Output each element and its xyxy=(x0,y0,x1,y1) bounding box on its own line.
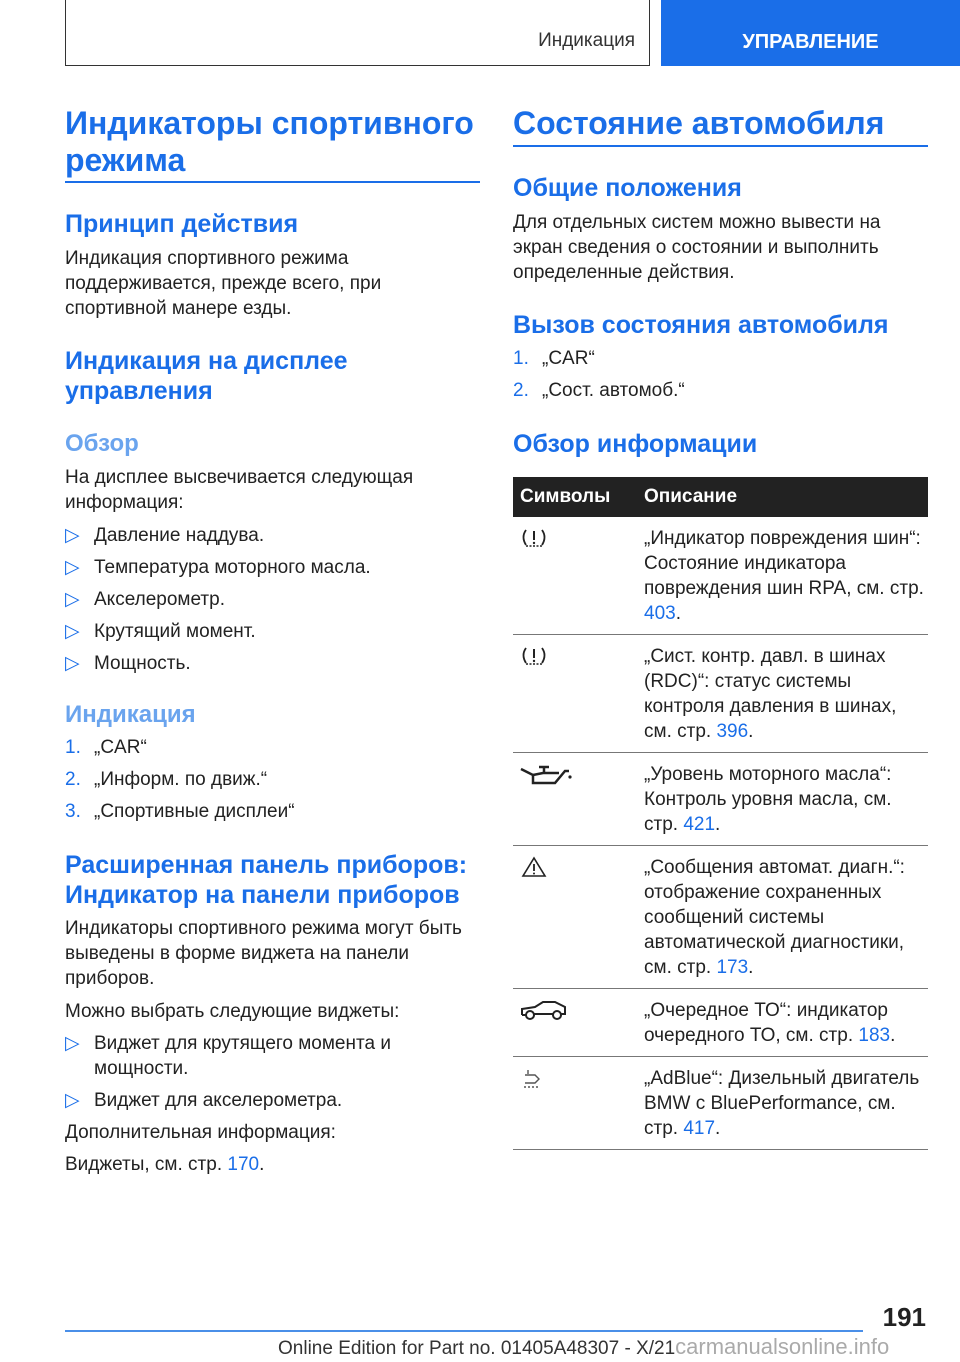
page-link[interactable]: 417 xyxy=(683,1118,716,1139)
general-heading: Общие положения xyxy=(513,174,742,202)
overview-heading: Обзор xyxy=(65,430,139,457)
tire-pressure-warning-icon xyxy=(519,527,549,551)
page-link[interactable]: 170 xyxy=(227,1154,260,1175)
info-heading: Обзор информации xyxy=(513,430,758,458)
title-rule xyxy=(65,181,480,183)
overview-text: На дисплее высвечивается следующая информация: xyxy=(65,467,414,513)
page-link[interactable]: 403 xyxy=(644,603,676,624)
table-row: „Сообщения автомат. диагн.“: отображение сохраненных сообщений системы автоматической диагностики, см. стр. 173. xyxy=(513,846,928,989)
table-row: „Уровень моторного масла“: Контроль уровня масла, см. стр. 421. xyxy=(513,753,928,846)
table-row: „Сист. контр. давл. в шинах (RDC)“: статус системы контроля давления в шинах, см. стр. 396. xyxy=(513,635,928,753)
principle-heading: Принцип действия xyxy=(65,210,299,238)
indication-heading: Индикация xyxy=(65,701,196,728)
extended-text2: Можно выбрать следующие виджеты: xyxy=(65,1001,400,1022)
page-link[interactable]: 183 xyxy=(858,1025,891,1046)
watermark: carmanualsonline.info xyxy=(675,1334,890,1359)
general-text: Для отдельных систем можно вывести на экран сведения о состоянии и выполнить определенные действия. xyxy=(513,212,881,283)
footer-rule xyxy=(65,1330,863,1332)
page-link[interactable]: 396 xyxy=(716,721,749,742)
page-number: 191 xyxy=(882,1302,926,1332)
left-title: Индикаторы спортивного режима xyxy=(65,105,474,178)
warning-triangle-icon xyxy=(519,856,549,880)
extended-heading: Расширенная панель приборов: Индикатор на панели приборов xyxy=(65,851,468,909)
more-info: Дополнительная информация: xyxy=(65,1122,336,1143)
call-heading: Вызов состояния автомобиля xyxy=(513,311,889,339)
adblue-icon xyxy=(519,1067,549,1091)
tire-pressure-warning-icon xyxy=(519,645,549,669)
widgets-ref: Виджеты, см. стр. 170. xyxy=(65,1154,265,1175)
table-row: „AdBlue“: Дизельный двигатель BMW с BluePerformance, см. стр. 417. xyxy=(513,1057,928,1150)
table-row: „Очередное ТО“: индикатор очередного ТО, см. стр. 183. xyxy=(513,989,928,1057)
page-link[interactable]: 173 xyxy=(716,957,749,978)
table-row: „Индикатор повреждения шин“: Состояние индикатора повреждения шин RPA, см. стр. 403. xyxy=(513,517,928,635)
header-section: Индикация xyxy=(538,30,635,51)
table-header xyxy=(513,477,928,517)
car-service-icon xyxy=(519,999,569,1023)
oil-can-icon xyxy=(519,763,573,787)
header-chapter: УПРАВЛЕНИЕ xyxy=(661,0,960,66)
col-symbols: Символы xyxy=(520,486,611,507)
info-table xyxy=(513,477,928,1150)
col-description: Описание xyxy=(644,486,738,507)
right-title: Состояние автомобиля xyxy=(513,105,885,141)
principle-text: Индикация спортивного режима поддерживается, прежде всего, при спортивной манере езды. xyxy=(65,248,382,319)
title-rule xyxy=(513,145,928,147)
extended-text: Индикаторы спортивного режима могут быть выведены в форме виджета на панели приборов. xyxy=(65,918,462,989)
page-link[interactable]: 421 xyxy=(683,814,716,835)
footer-edition: Online Edition for Part no. 01405A48307 - X/21carmanualsonline.info xyxy=(278,1334,890,1359)
display-heading: Индикация на дисплее управления xyxy=(65,347,348,405)
